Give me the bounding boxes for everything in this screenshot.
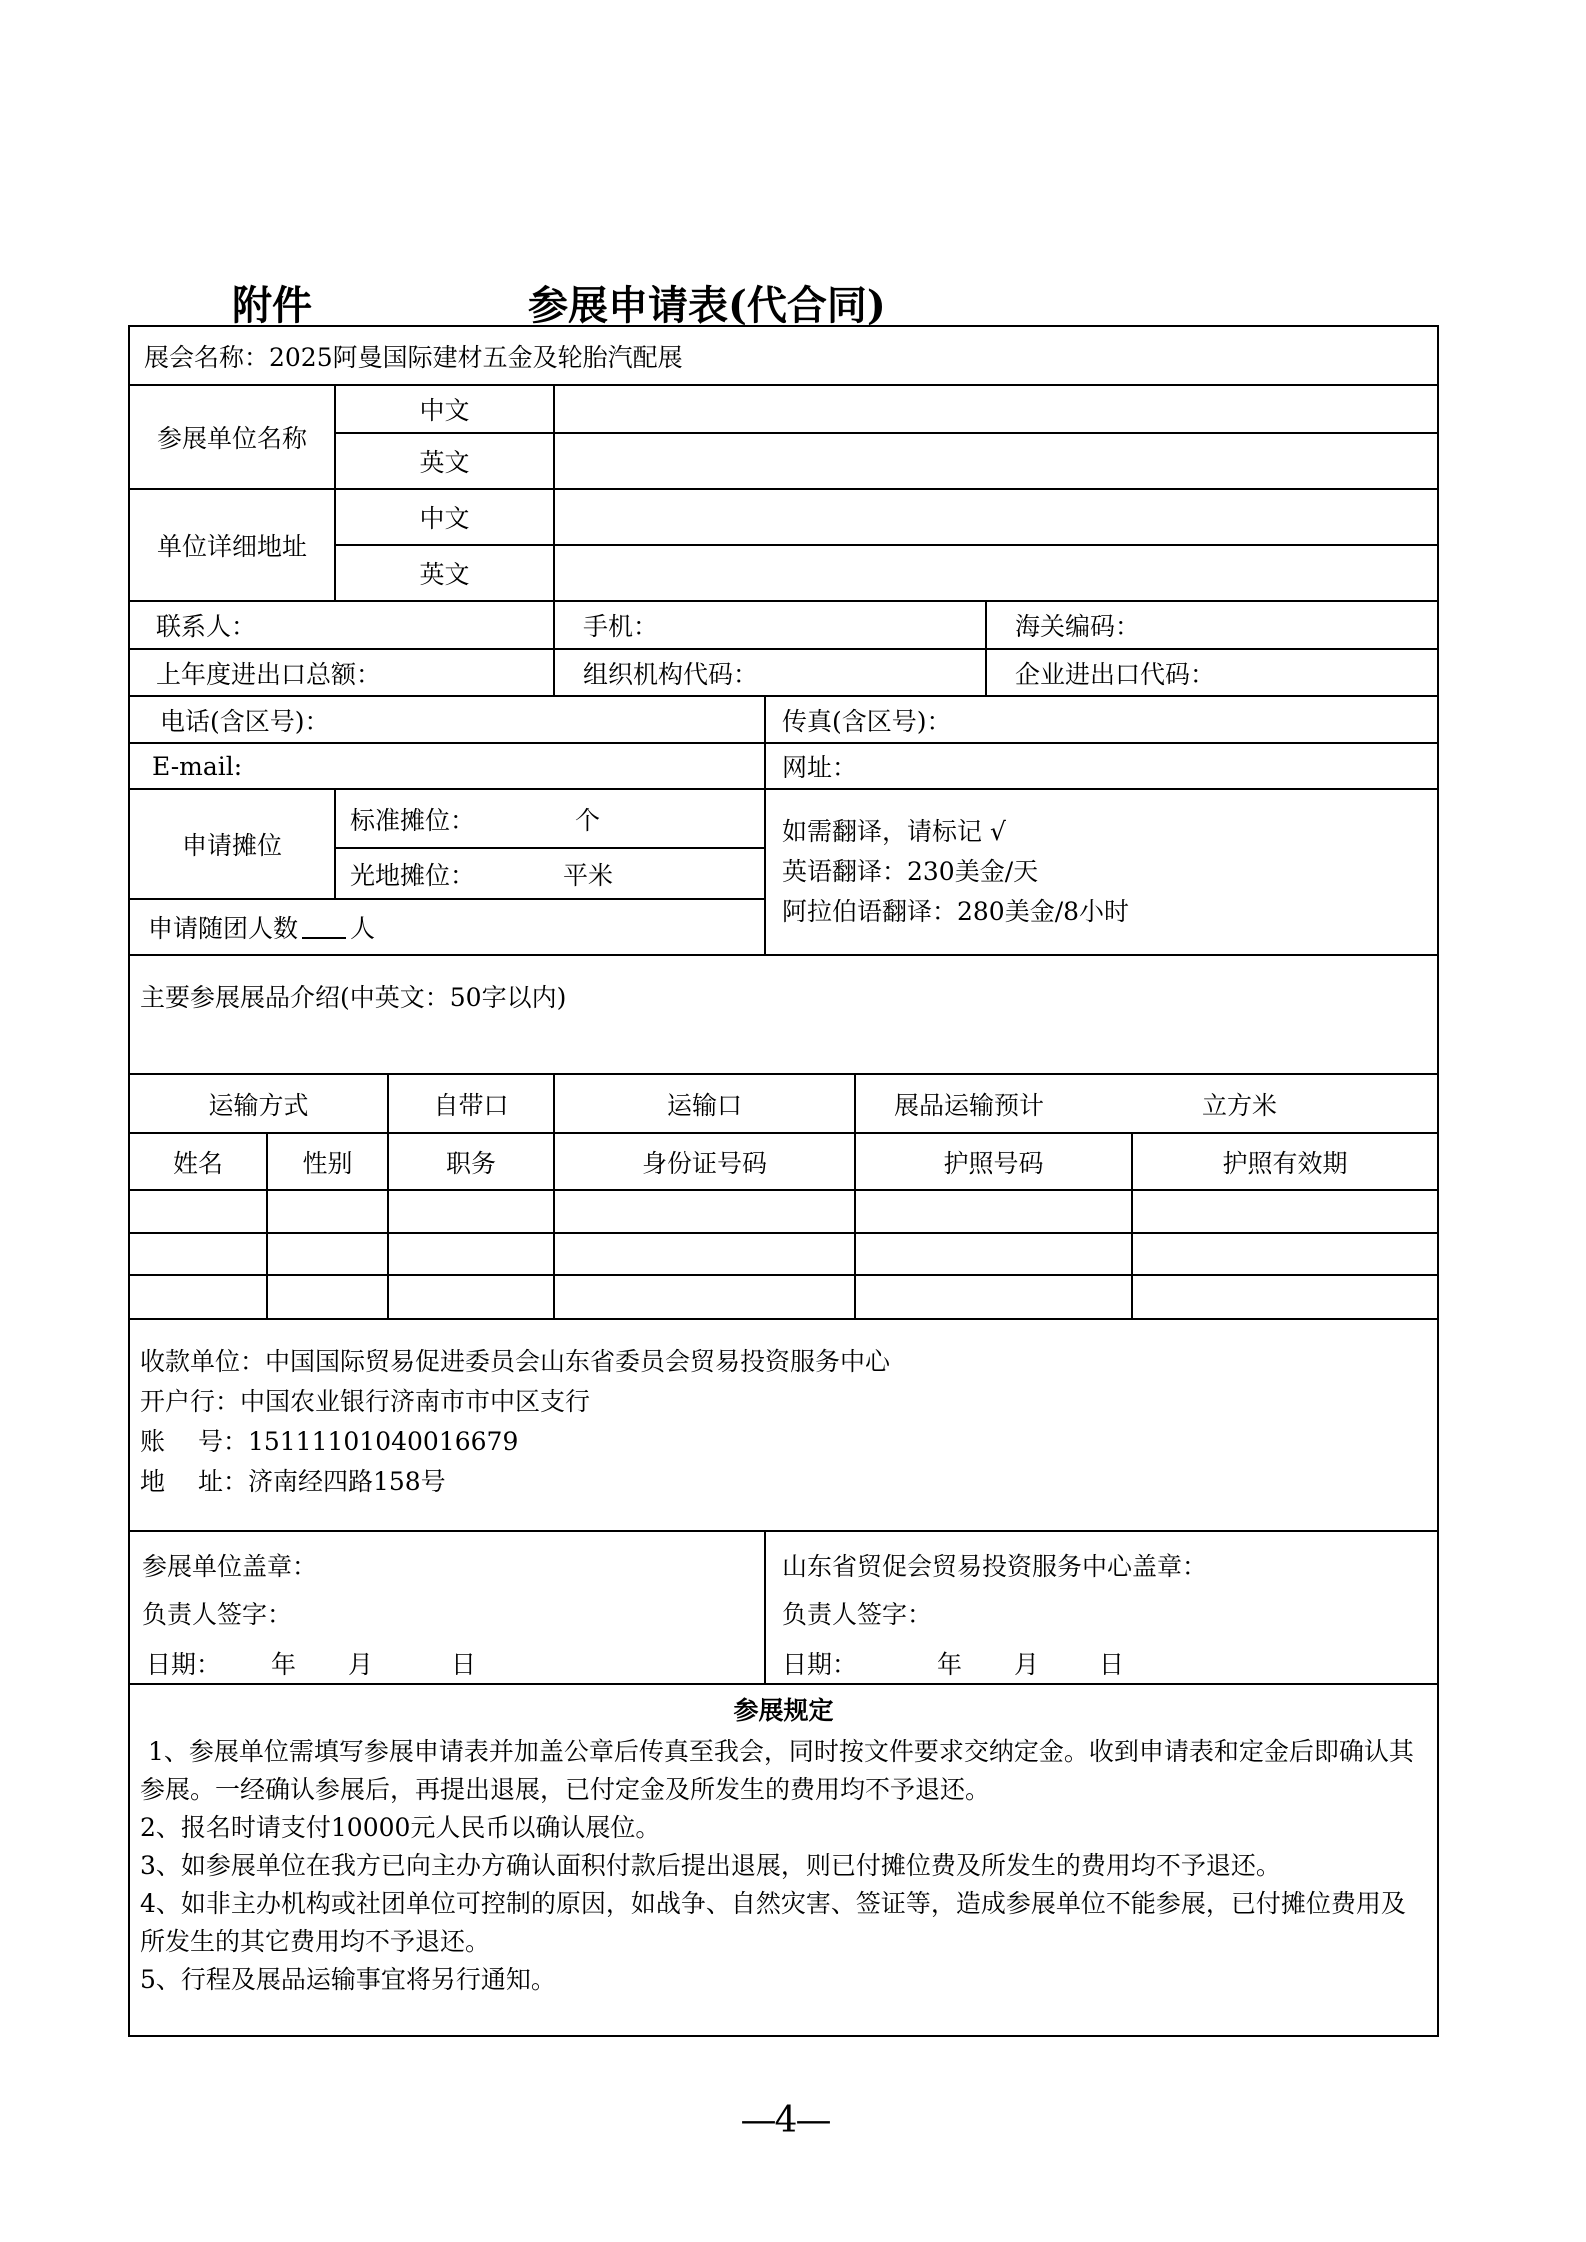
rule-item-1: 1、参展单位需填写参展申请表并加盖公章后传真至我会，同时按文件要求交纳定金。收到申请表和定金后即确认其参展。一经确认参展后，再提出退展，已付定金及所发生的费用均不予退还。: [140, 1737, 1414, 1804]
col-header-id-number: 身份证号码: [553, 1132, 856, 1191]
raw-space-booth-unit: 平米: [563, 860, 614, 890]
company-address-en-field[interactable]: [553, 544, 1439, 602]
exhibitor-date-day: 日: [451, 1650, 477, 1679]
table-cell[interactable]: [266, 1189, 389, 1234]
col-header-position: 职务: [387, 1132, 555, 1191]
organizer-date-day: 日: [1099, 1650, 1125, 1679]
products-field[interactable]: [128, 954, 1439, 1075]
booth-label: 申请摊位: [128, 788, 336, 900]
delegation-size-field[interactable]: [128, 898, 766, 956]
standard-booth-field[interactable]: [334, 788, 766, 849]
company-name-cn-label: 中文: [334, 384, 555, 434]
email-field[interactable]: E-mail:: [128, 742, 766, 790]
mobile-field[interactable]: 手机：: [553, 600, 987, 650]
organizer-signer-label: 负责人签字：: [782, 1600, 933, 1629]
company-name-label: 参展单位名称: [128, 384, 336, 490]
transport-estimate-field[interactable]: [854, 1073, 1439, 1134]
transport-label: 运输方式: [128, 1073, 389, 1134]
bank: 开户行：中国农业银行济南市市中区支行: [140, 1387, 591, 1416]
table-cell[interactable]: [128, 1274, 268, 1320]
organizer-signature-block: [764, 1530, 1439, 1685]
phone-field[interactable]: 电话(含区号)：: [128, 695, 766, 744]
organizer-date-month: 月: [1014, 1650, 1040, 1679]
rule-item-4: 4、如非主办机构或社团单位可控制的原因，如战争、自然灾害、签证等，造成参展单位不能参展，已付摊位费用及所发生的其它费用均不予退还。: [140, 1889, 1406, 1956]
delegation-size-prefix: 申请随团人数: [148, 914, 299, 943]
table-cell[interactable]: [266, 1232, 389, 1276]
exhibitor-signer-label: 负责人签字：: [142, 1600, 293, 1629]
page-title: 参展申请表(代合同): [528, 282, 886, 329]
exhibitor-date-year: 年: [271, 1650, 297, 1679]
col-header-passport-expiry: 护照有效期: [1131, 1132, 1439, 1191]
company-address-en-label: 英文: [334, 544, 555, 602]
attachment-label: 附件: [232, 282, 312, 329]
table-cell[interactable]: [1131, 1189, 1439, 1234]
table-cell[interactable]: [854, 1189, 1133, 1234]
company-name-cn-field[interactable]: [553, 384, 1439, 434]
payee-address: 济南经四路158号: [247, 1467, 446, 1496]
last-year-trade-field[interactable]: 上年度进出口总额：: [128, 648, 555, 697]
transport-self-carry-option[interactable]: 自带口: [387, 1073, 555, 1134]
address-row: [140, 1462, 1437, 1502]
customs-code-field[interactable]: 海关编码：: [985, 600, 1439, 650]
exhibitor-date-month: 月: [348, 1650, 374, 1679]
payment-info: [128, 1318, 1439, 1532]
col-header-name: 姓名: [128, 1132, 268, 1191]
exhibitor-stamp-label: 参展单位盖章：: [142, 1552, 318, 1581]
delegation-size-blank[interactable]: [302, 915, 346, 939]
table-cell[interactable]: [1131, 1274, 1439, 1320]
rules-section: [128, 1683, 1439, 2037]
organizer-stamp-label: 山东省贸促会贸易投资服务中心盖章：: [782, 1552, 1208, 1581]
table-cell[interactable]: [128, 1189, 268, 1234]
standard-booth-label: 标准摊位：: [350, 805, 476, 835]
transport-estimate-unit: 立方米: [1202, 1090, 1278, 1120]
exhibitor-signature-block: [128, 1530, 766, 1685]
table-cell[interactable]: [553, 1232, 856, 1276]
rule-item-3: 3、如参展单位在我方已向主办方确认面积付款后提出退展，则已付摊位费及所发生的费用均不予退还。: [140, 1851, 1281, 1880]
account-label: 账 号：: [140, 1427, 248, 1456]
translation-note: 如需翻译，请标记 √: [782, 817, 1006, 846]
delegation-size-suffix: 人: [350, 914, 376, 943]
table-cell[interactable]: [387, 1189, 555, 1234]
contact-person-field[interactable]: 联系人：: [128, 600, 555, 650]
company-address-cn-field[interactable]: [553, 488, 1439, 546]
col-header-passport-number: 护照号码: [854, 1132, 1133, 1191]
table-cell[interactable]: [387, 1232, 555, 1276]
transport-shipping-option[interactable]: 运输口: [553, 1073, 856, 1134]
rules-title: 参展规定: [733, 1696, 834, 1725]
translation-box: [764, 788, 1439, 956]
rule-item-5: 5、行程及展品运输事宜将另行通知。: [140, 1965, 556, 1994]
exhibitor-date-label: 日期：: [146, 1650, 222, 1679]
page-number: —4—: [740, 2100, 830, 2141]
products-label: 主要参展展品介绍(中英文：50字以内): [140, 983, 567, 1012]
account-number: 15111101040016679: [247, 1427, 519, 1456]
table-cell[interactable]: [854, 1232, 1133, 1276]
table-cell[interactable]: [387, 1274, 555, 1320]
organizer-date-year: 年: [937, 1650, 963, 1679]
organizer-date-label: 日期：: [782, 1650, 858, 1679]
exhibition-name: 展会名称：2025阿曼国际建材五金及轮胎汽配展: [128, 325, 1439, 386]
org-code-field[interactable]: 组织机构代码：: [553, 648, 987, 697]
payee: 收款单位：中国国际贸易促进委员会山东省委员会贸易投资服务中心: [140, 1347, 891, 1376]
translation-arabic-rate: 阿拉伯语翻译：280美金/8小时: [782, 897, 1130, 926]
table-cell[interactable]: [553, 1189, 856, 1234]
rule-item-2: 2、报名时请支付10000元人民币以确认展位。: [140, 1813, 661, 1842]
col-header-gender: 性别: [266, 1132, 389, 1191]
table-cell[interactable]: [266, 1274, 389, 1320]
fax-field[interactable]: 传真(含区号)：: [764, 695, 1439, 744]
raw-space-booth-label: 光地摊位：: [350, 860, 476, 890]
table-cell[interactable]: [128, 1232, 268, 1276]
enterprise-trade-code-field[interactable]: 企业进出口代码：: [985, 648, 1439, 697]
address-label: 地 址：: [140, 1467, 248, 1496]
company-name-en-label: 英文: [334, 432, 555, 490]
raw-space-booth-field[interactable]: [334, 847, 766, 900]
website-field[interactable]: 网址：: [764, 742, 1439, 790]
company-name-en-field[interactable]: [553, 432, 1439, 490]
company-address-label: 单位详细地址: [128, 488, 336, 602]
standard-booth-unit: 个: [575, 805, 601, 835]
table-cell[interactable]: [1131, 1232, 1439, 1276]
account-row: [140, 1422, 1437, 1462]
company-address-cn-label: 中文: [334, 488, 555, 546]
table-cell[interactable]: [854, 1274, 1133, 1320]
table-cell[interactable]: [553, 1274, 856, 1320]
translation-english-rate: 英语翻译：230美金/天: [782, 857, 1039, 886]
transport-estimate-label: 展品运输预计: [894, 1090, 1045, 1120]
